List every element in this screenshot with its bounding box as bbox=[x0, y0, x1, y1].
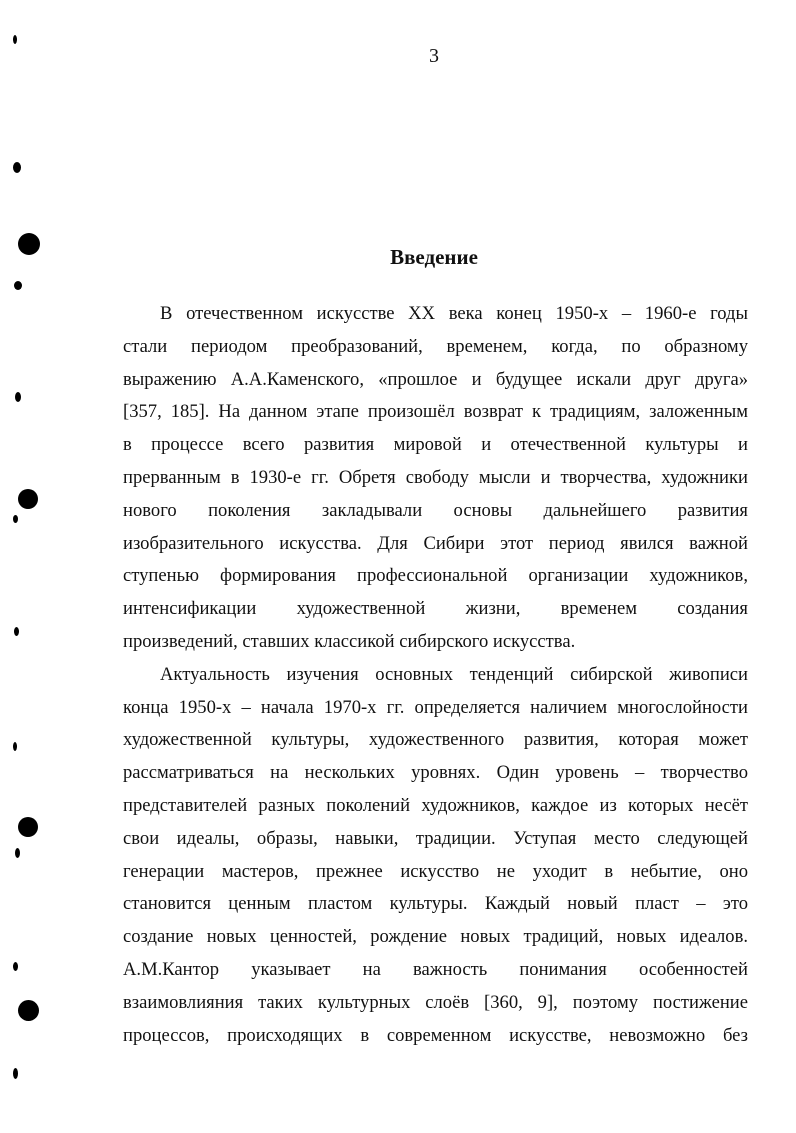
text-line: А.М.Кантор указывает на важность понимания особенностей bbox=[123, 958, 748, 980]
binding-hole-mark bbox=[18, 233, 40, 255]
text-line: свои идеалы, образы, навыки, традиции. Уступая место следующей bbox=[123, 827, 748, 849]
binding-hole-mark bbox=[18, 1000, 39, 1021]
text-line: интенсификации художественной жизни, временем создания bbox=[123, 598, 748, 620]
text-line: стали периодом преобразований, временем, когда, по образному bbox=[123, 335, 748, 357]
text-line: взаимовлияния таких культурных слоёв [360, 9], поэтому постижение bbox=[123, 991, 748, 1013]
binding-hole-mark bbox=[15, 848, 20, 858]
binding-hole-mark bbox=[13, 1068, 18, 1079]
page-title: Введение bbox=[390, 245, 478, 269]
paragraph bbox=[123, 659, 748, 1053]
text-line: процессов, происходящих в современном искусстве, невозможно без bbox=[123, 1024, 748, 1046]
text-line: прерванным в 1930-е гг. Обретя свободу мысли и творчества, художники bbox=[123, 466, 748, 488]
binding-hole-mark bbox=[13, 35, 17, 44]
text-line: создание новых ценностей, рождение новых традиций, новых идеалов. bbox=[123, 926, 748, 948]
text-line: ступенью формирования профессиональной организации художников, bbox=[123, 565, 748, 587]
text-line: В отечественном искусстве XX века конец 1950-х – 1960-е годы bbox=[160, 303, 748, 324]
text-line: нового поколения закладывали основы дальнейшего развития bbox=[123, 499, 748, 521]
text-line: конца 1950-х – начала 1970-х гг. определяется наличием многослойности bbox=[123, 696, 748, 718]
text-line: художественной культуры, художественного развития, которая может bbox=[123, 729, 748, 751]
body-text bbox=[123, 298, 748, 1052]
binding-hole-mark bbox=[14, 627, 19, 636]
text-line: произведений, ставших классикой сибирского искусства. bbox=[123, 630, 576, 652]
binding-hole-mark bbox=[18, 489, 38, 509]
text-line: Актуальность изучения основных тенденций сибирской живописи bbox=[160, 663, 748, 685]
paragraph bbox=[123, 298, 748, 659]
page-number: 3 bbox=[429, 45, 439, 67]
binding-hole-mark bbox=[13, 962, 18, 971]
text-line: генерации мастеров, прежнее искусство не уходит в небытие, оно bbox=[123, 860, 748, 882]
text-line: изобразительного искусства. Для Сибири этот период явился важной bbox=[123, 532, 748, 554]
binding-hole-mark bbox=[13, 742, 17, 751]
binding-hole-mark bbox=[15, 392, 21, 402]
binding-hole-mark bbox=[18, 817, 38, 837]
text-line: [357, 185]. На данном этапе произошёл возврат к традициям, заложенным bbox=[123, 401, 748, 423]
text-line: представителей разных поколений художников, каждое из которых несёт bbox=[123, 794, 748, 816]
binding-hole-mark bbox=[14, 281, 22, 290]
binding-hole-mark bbox=[13, 515, 18, 523]
text-line: становится ценным пластом культуры. Каждый новый пласт – это bbox=[123, 893, 748, 915]
binding-hole-mark bbox=[13, 162, 21, 173]
text-line: в процессе всего развития мировой и отечественной культуры и bbox=[123, 434, 748, 456]
text-line: рассматриваться на нескольких уровнях. Один уровень – творчество bbox=[123, 762, 748, 784]
text-line: выражению А.А.Каменского, «прошлое и будущее искали друг друга» bbox=[123, 368, 748, 390]
